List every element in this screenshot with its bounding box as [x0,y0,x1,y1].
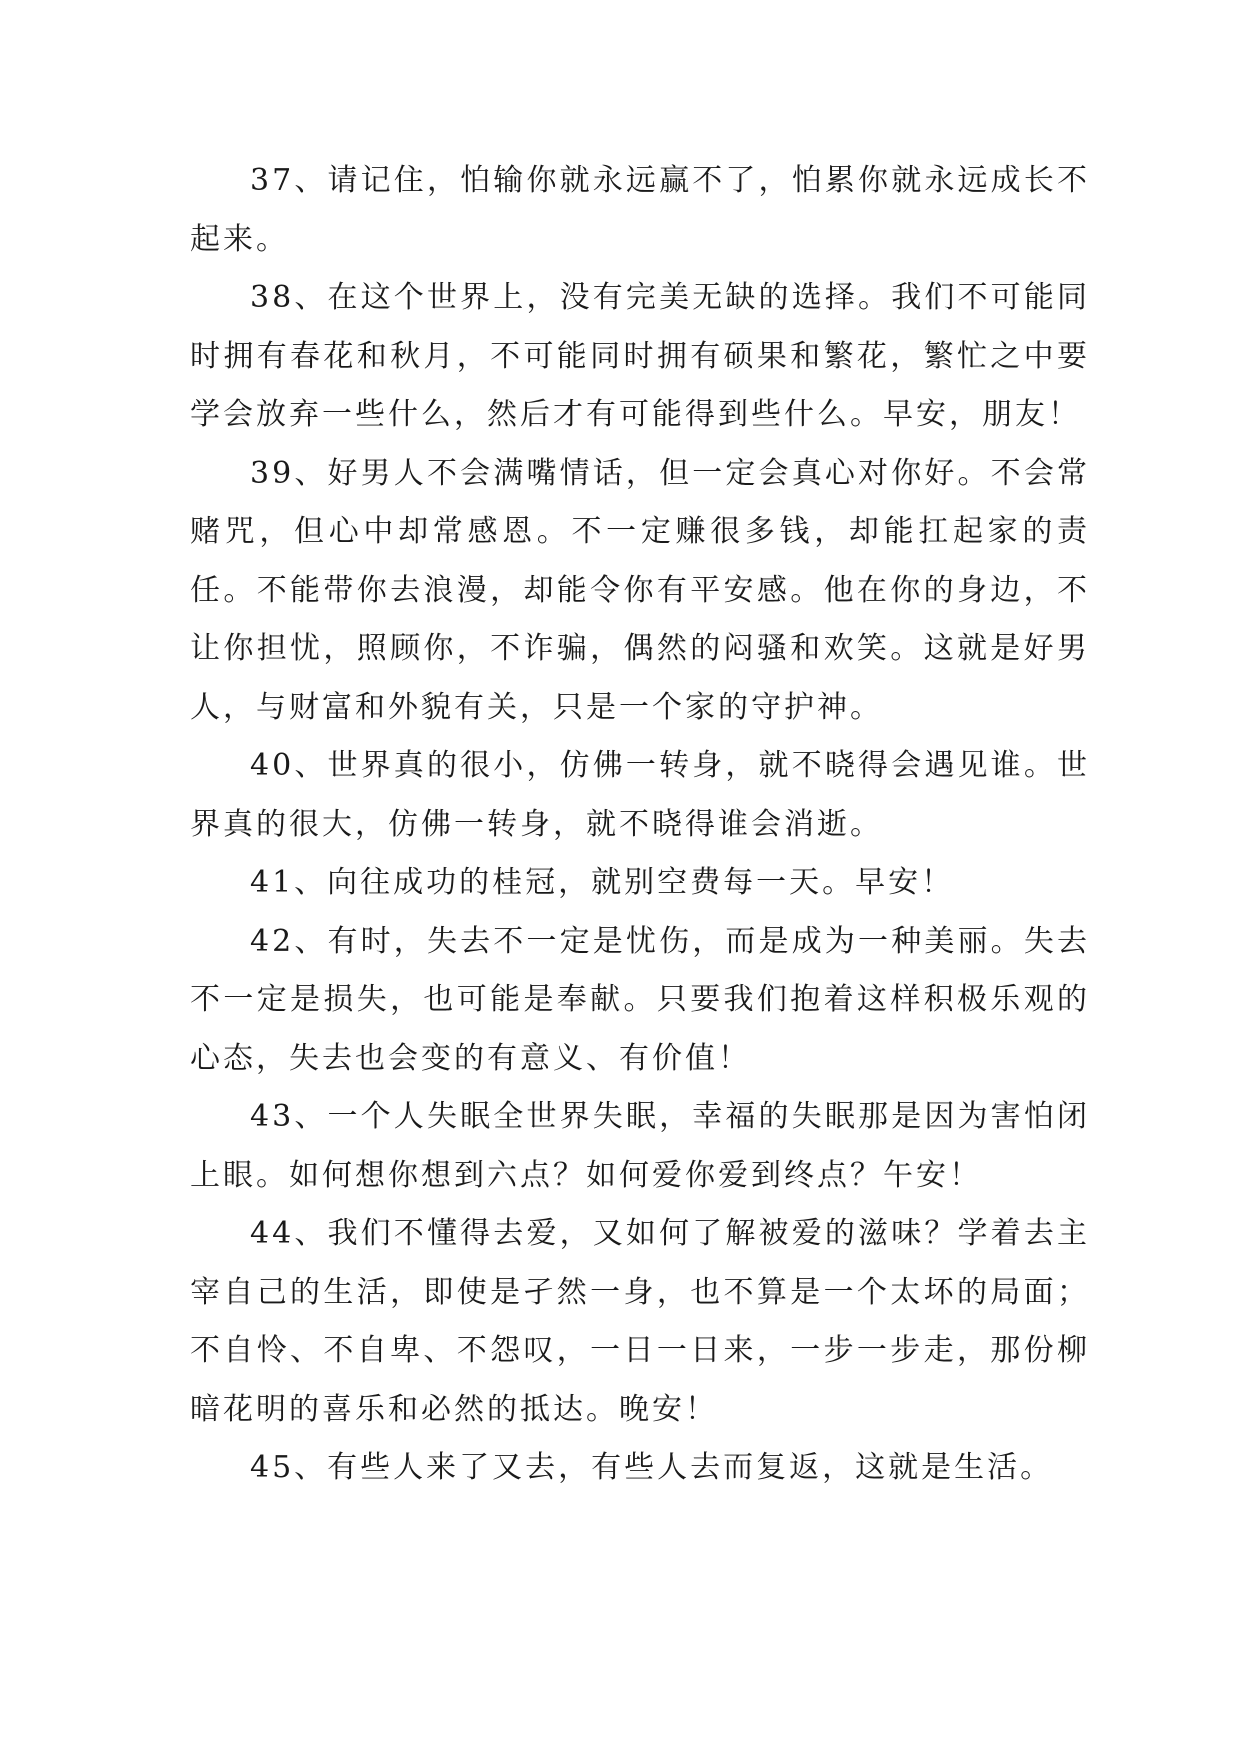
paragraph-37: 37、请记住，怕输你就永远赢不了，怕累你就永远成长不起来。 [190,163,1090,257]
paragraph-39: 39、好男人不会满嘴情话，但一定会真心对你好。不会常赌咒，但心中却常感恩。不一定赚很多钱，却能扛起家的责任。不能带你去浪漫，却能令你有平安感。他在你的身边，不让你担忧，照顾你，不诈骗，偶然的闷骚和欢笑。这就是好男人，与财富和外貌有关，只是一个家的守护神。 [190,455,1090,725]
paragraph-44: 44、我们不懂得去爱，又如何了解被爱的滋味？学着去主宰自己的生活，即使是孑然一身，也不算是一个太坏的局面；不自怜、不自卑、不怨叹，一日一日来，一步一步走，那份柳暗花明的喜乐和必然的抵达。晚安！ [190,1216,1090,1427]
paragraph-40: 40、世界真的很小，仿佛一转身，就不晓得会遇见谁。世界真的很大，仿佛一转身，就不晓得谁会消逝。 [190,748,1090,842]
paragraph-42: 42、有时，失去不一定是忧伤，而是成为一种美丽。失去不一定是损失，也可能是奉献。只要我们抱着这样积极乐观的心态，失去也会变的有意义、有价值！ [190,923,1090,1076]
paragraph-43: 43、一个人失眠全世界失眠，幸福的失眠那是因为害怕闭上眼。如何想你想到六点？如何爱你爱到终点？午安！ [190,1099,1090,1193]
document-body [190,152,1090,1498]
paragraph-45: 45、有些人来了又去，有些人去而复返，这就是生活。 [250,1450,1054,1485]
paragraph-41: 41、向往成功的桂冠，就别空费每一天。早安！ [250,865,955,900]
paragraph-38: 38、在这个世界上，没有完美无缺的选择。我们不可能同时拥有春花和秋月，不可能同时拥有硕果和繁花，繁忙之中要学会放弃一些什么，然后才有可能得到些什么。早安，朋友！ [190,280,1090,432]
